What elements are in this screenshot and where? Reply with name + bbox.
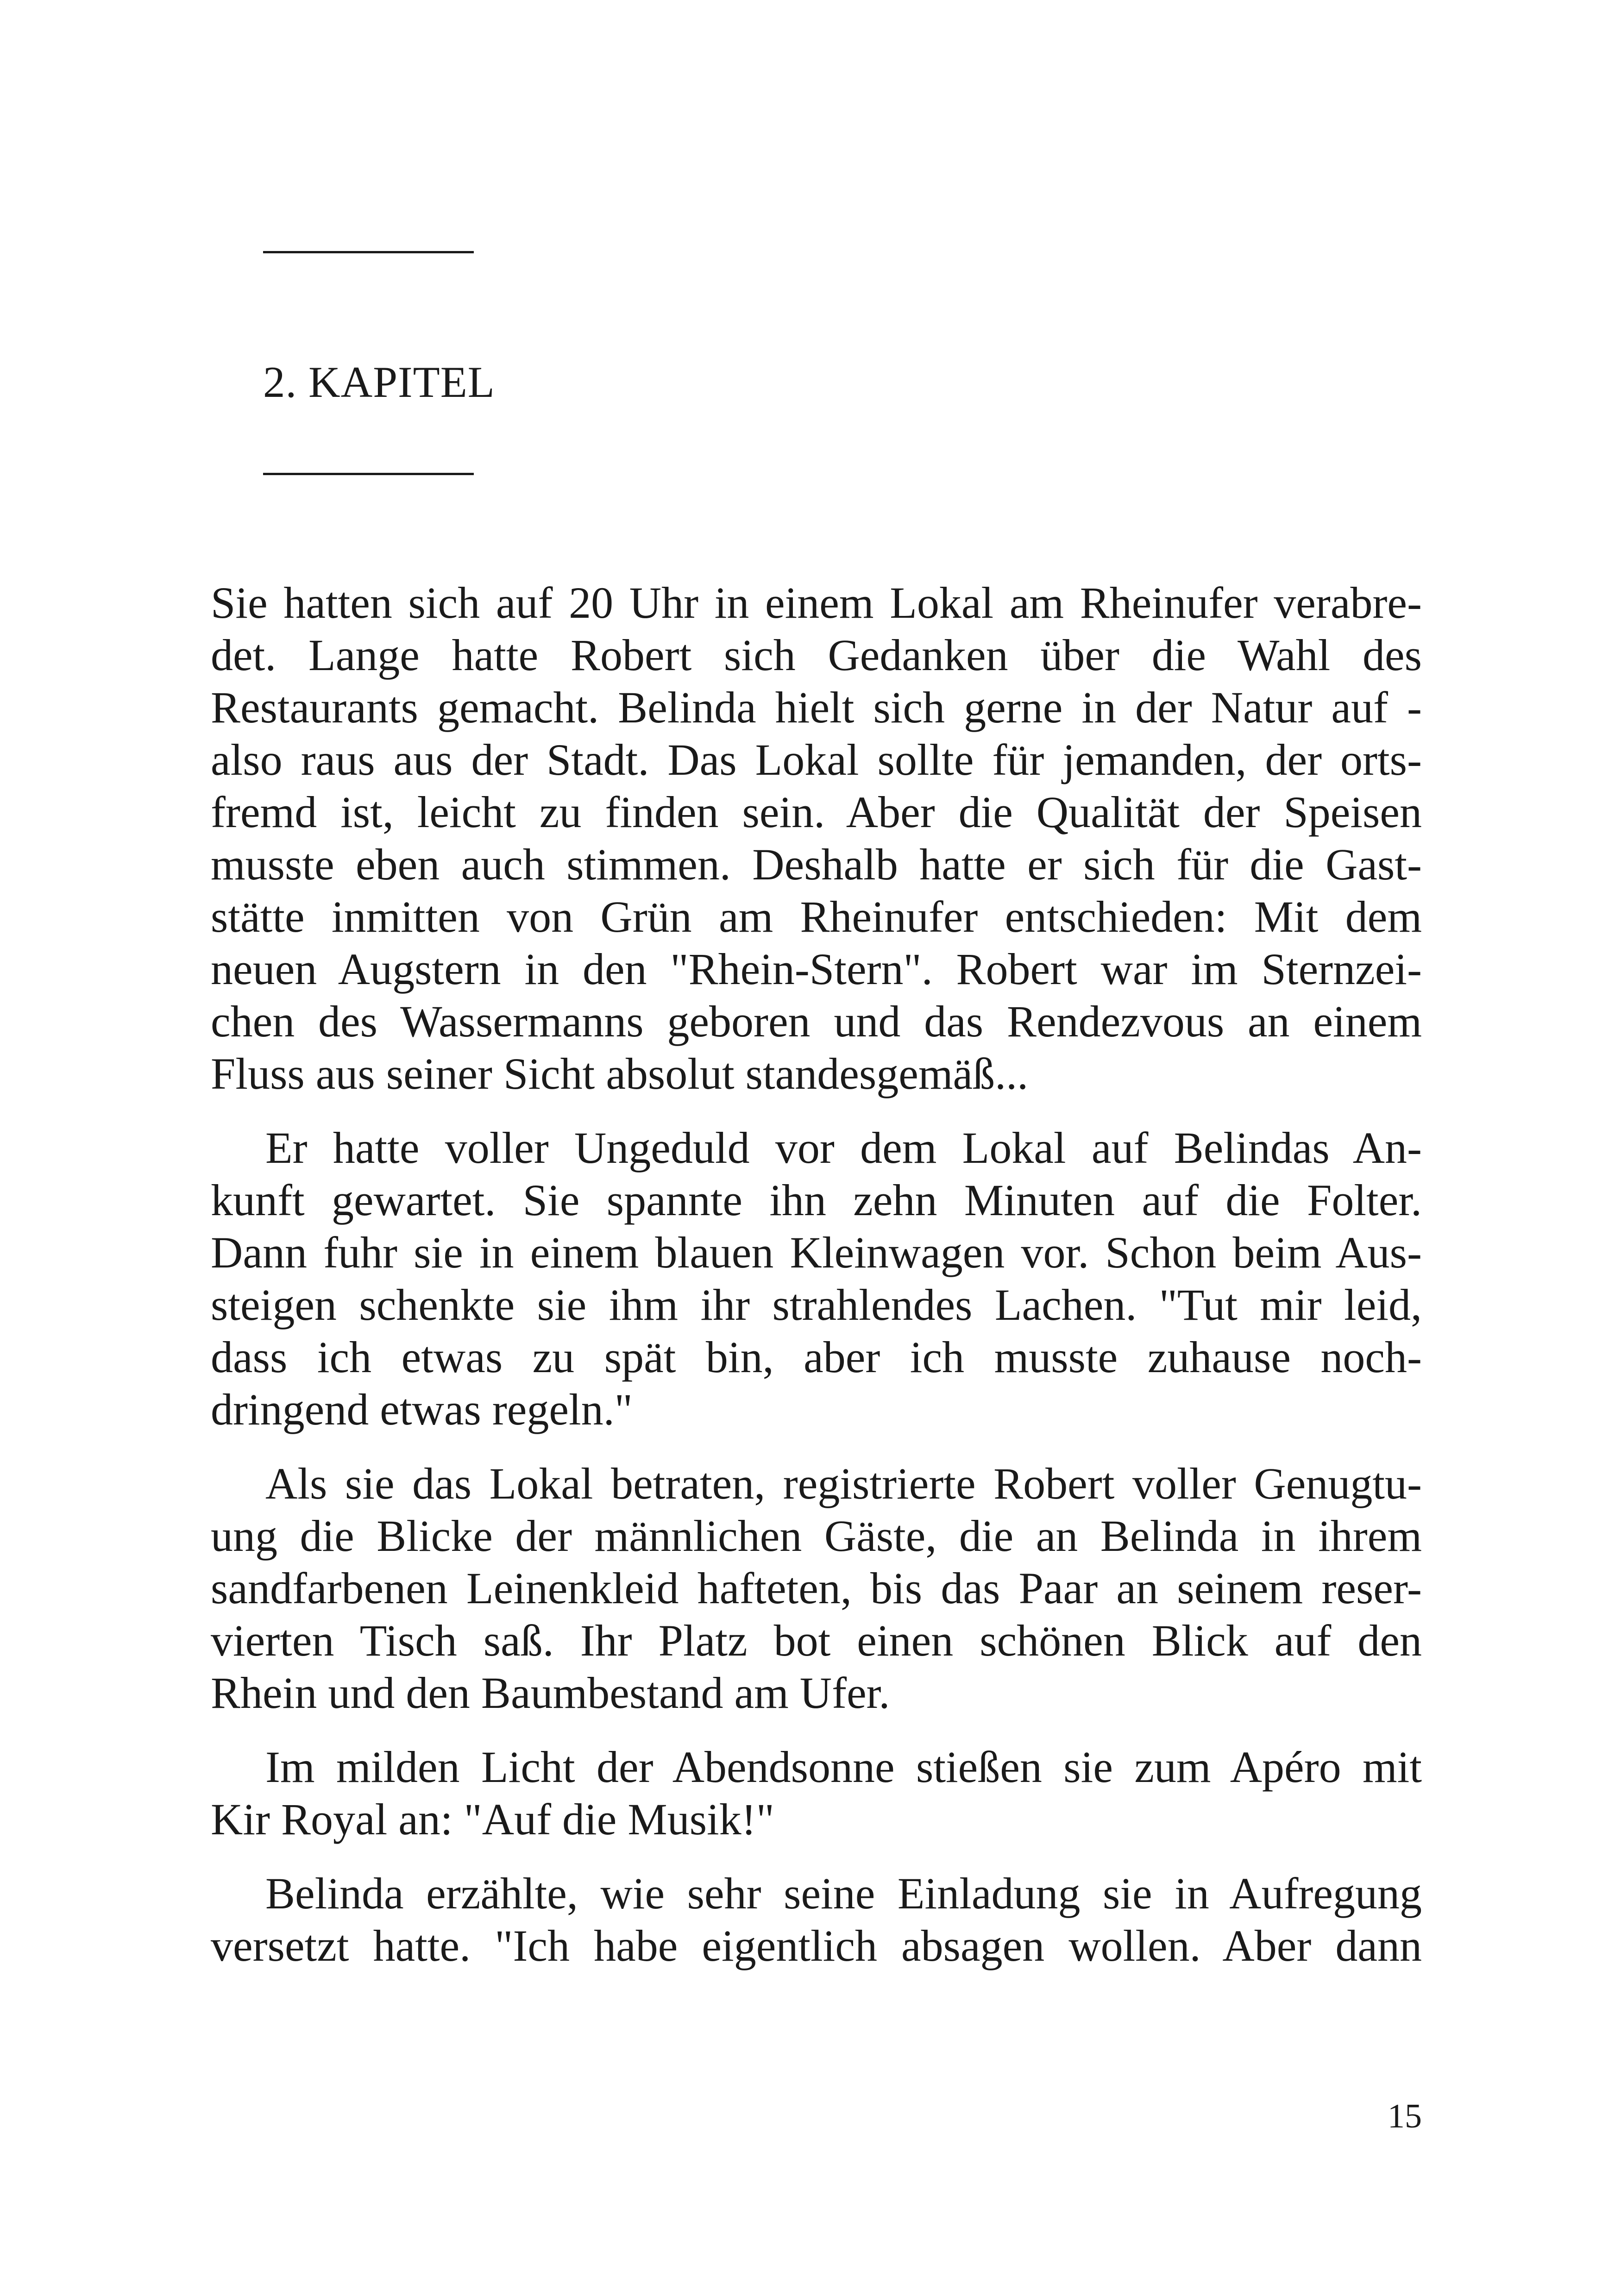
text-line: Als sie das Lokal betraten, registrierte Robert voller Genugtu-: [265, 1459, 1422, 1508]
text-line: Belinda erzählte, wie sehr seine Einladung sie in Aufregung: [265, 1869, 1422, 1918]
text-line: Im milden Licht der Abendsonne stießen sie zum Apéro mit: [265, 1742, 1422, 1792]
text-line: stätte inmitten von Grün am Rheinufer entschieden: Mit dem: [211, 892, 1422, 941]
text-line: ung die Blicke der männlichen Gäste, die an Belinda in ihrem: [211, 1511, 1422, 1561]
text-line: Kir Royal an: "Auf die Musik!": [211, 1794, 774, 1844]
chapter-title: 2. KAPITEL: [263, 358, 495, 407]
text-line: Dann fuhr sie in einem blauen Kleinwagen vor. Schon beim Aus-: [211, 1228, 1422, 1277]
page-number: 15: [1388, 2097, 1422, 2135]
paragraph: [211, 1457, 1422, 1719]
text-line: Er hatte voller Ungeduld vor dem Lokal auf Belindas An-: [265, 1123, 1422, 1173]
text-line: neuen Augstern in den "Rhein-Stern". Robert war im Sternzei-: [211, 944, 1422, 994]
text-line: Restaurants gemacht. Belinda hielt sich gerne in der Natur auf -: [211, 683, 1422, 732]
paragraph: [211, 577, 1422, 1100]
text-line: sandfarbenen Leinenkleid hafteten, bis das Paar an seinem reser-: [211, 1563, 1422, 1613]
text-line: also raus aus der Stadt. Das Lokal sollte für jemanden, der orts-: [211, 735, 1422, 784]
text-line: dass ich etwas zu spät bin, aber ich musste zuhause noch-: [211, 1332, 1422, 1382]
text-line: Sie hatten sich auf 20 Uhr in einem Lokal am Rheinufer verabre-: [211, 578, 1422, 627]
text-line: fremd ist, leicht zu finden sein. Aber die Qualität der Speisen: [211, 787, 1422, 837]
text-line: musste eben auch stimmen. Deshalb hatte er sich für die Gast-: [211, 840, 1422, 889]
text-line: dringend etwas regeln.": [211, 1385, 633, 1434]
text-line: chen des Wassermanns geboren und das Rendezvous an einem: [211, 997, 1422, 1046]
text-line: det. Lange hatte Robert sich Gedanken über die Wahl des: [211, 630, 1422, 680]
text-line: vierten Tisch saß. Ihr Platz bot einen schönen Blick auf den: [211, 1616, 1422, 1665]
text-line: Fluss aus seiner Sicht absolut standesgemäß...: [211, 1049, 1029, 1098]
paragraph: [211, 1122, 1422, 1436]
text-line: versetzt hatte. "Ich habe eigentlich absagen wollen. Aber dann: [211, 1921, 1422, 1970]
paragraph: [211, 1741, 1422, 1845]
body-text: [211, 577, 1422, 1994]
text-line: Rhein und den Baumbestand am Ufer.: [211, 1668, 890, 1718]
paragraph: [211, 1867, 1422, 1972]
text-line: kunft gewartet. Sie spannte ihn zehn Minuten auf die Folter.: [211, 1175, 1422, 1225]
chapter-rule-top: [263, 251, 474, 253]
text-line: steigen schenkte sie ihm ihr strahlendes Lachen. "Tut mir leid,: [211, 1280, 1422, 1330]
chapter-rule-bottom: [263, 473, 474, 475]
